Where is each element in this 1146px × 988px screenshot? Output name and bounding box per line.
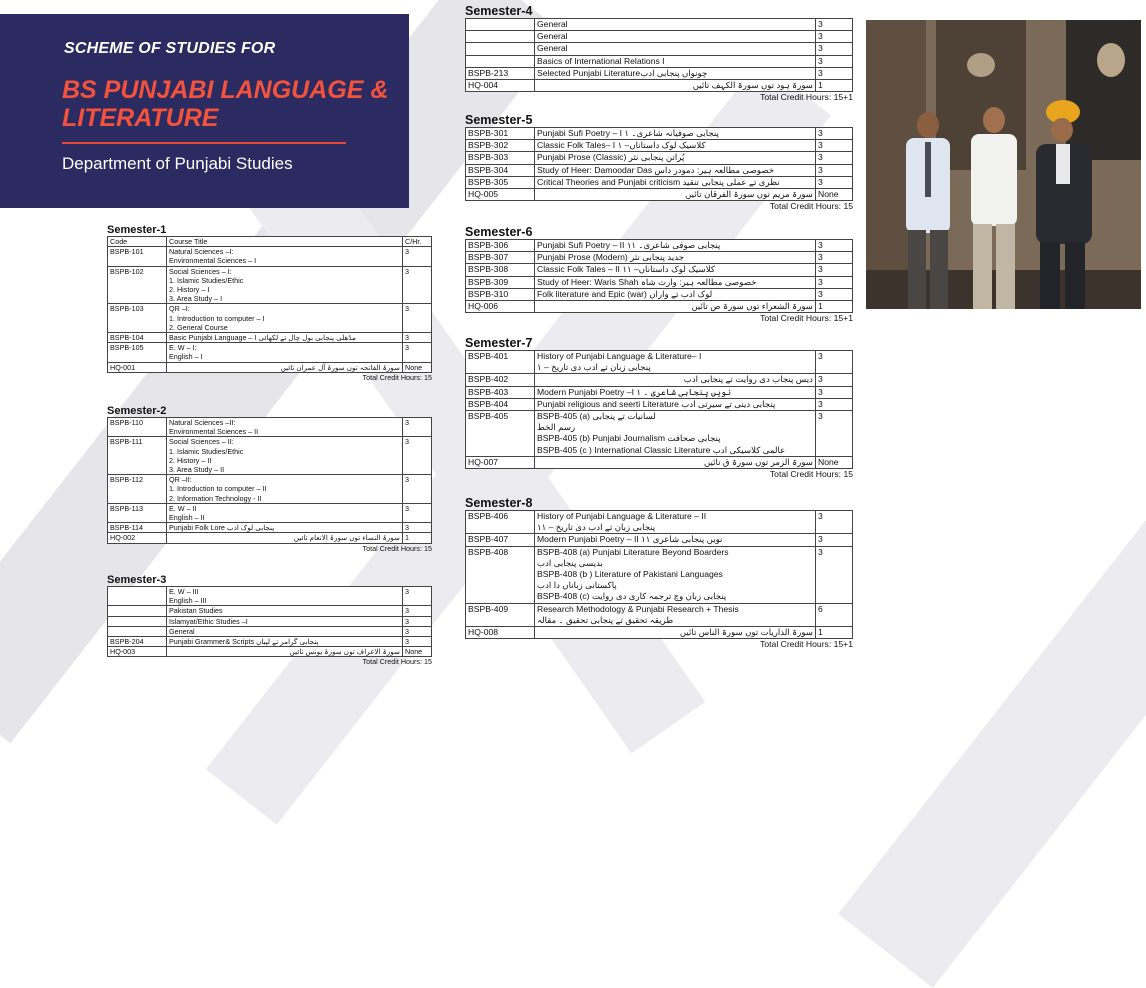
course-code: BSPB-101 [108, 247, 167, 266]
course-code: BSPB-305 [466, 176, 535, 188]
course-title: دیس پنجاب دی روایت تے پنجابی ادب [535, 374, 816, 386]
course-credits: 3 [816, 152, 853, 164]
course-title: Classic Folk Tales– I کلاسیک لوک داستاناں– ۱ [535, 140, 816, 152]
table-row [466, 386, 853, 398]
course-credits: 3 [816, 386, 853, 398]
table-row [108, 523, 432, 533]
table-row [466, 140, 853, 152]
table-row [466, 176, 853, 188]
course-table [465, 18, 853, 92]
table-row [466, 351, 853, 374]
table-row [466, 252, 853, 264]
table-row [466, 164, 853, 176]
course-code: BSPB-104 [108, 333, 167, 343]
table-row [108, 418, 432, 437]
table-row [466, 55, 853, 67]
course-code: BSPB-407 [466, 534, 535, 546]
course-code: HQ-006 [466, 301, 535, 313]
table-row [108, 333, 432, 343]
table-row [108, 304, 432, 333]
course-code: BSPB-309 [466, 276, 535, 288]
semester-title: Semester-5 [465, 113, 533, 127]
course-credits: 3 [403, 523, 432, 533]
course-table [465, 350, 853, 469]
course-credits: 3 [816, 264, 853, 276]
course-title: Selected Punjabi Literatureچونواں پنجابی ادب [535, 67, 816, 79]
course-title: BSPB-405 (a) لسانیات تے پنجابی رسم الخط BSPB-405 (b) Punjabi Journalism پنجابی صحافت BSPB-405 (c ) International Classic Literature عالمی کلاسیکی ادب [535, 411, 816, 457]
course-code: BSPB-406 [466, 511, 535, 534]
course-code: BSPB-306 [466, 240, 535, 252]
course-code: BSPB-110 [108, 418, 167, 437]
course-code: BSPB-302 [466, 140, 535, 152]
table-row [108, 343, 432, 362]
course-title: سورۃ ہود توں سورۃ الکہف تائیں [535, 80, 816, 92]
course-credits: 3 [816, 534, 853, 546]
course-code: BSPB-408 [466, 546, 535, 603]
table-row [466, 374, 853, 386]
course-code: BSPB-204 [108, 637, 167, 647]
course-title: Natural Sciences –I: Environmental Sciences – I [167, 247, 403, 266]
course-title: Basic Punjabi Language – I مڈھلی پنجابی بول چال تے لکھائی [167, 333, 403, 343]
table-row [466, 152, 853, 164]
table-row [466, 189, 853, 201]
course-title: History of Punjabi Language & Literature – II پنجابی زبان تے ادب دی تاریخ – ۱۱ [535, 511, 816, 534]
course-code [466, 55, 535, 67]
course-code: BSPB-114 [108, 523, 167, 533]
total-credit-hours: Total Credit Hours: 15 [362, 372, 432, 382]
banner-department: Department of Punjabi Studies [62, 154, 293, 173]
course-table [107, 236, 432, 373]
course-title: Punjabi Prose (Classic) پُراتن پنجابی نثر [535, 152, 816, 164]
table-row [108, 616, 432, 626]
course-credits: None [816, 456, 853, 468]
course-title: Punjabi Sufi Poetry – I پنجابی صوفیانہ شاعری۔ ۱ [535, 128, 816, 140]
course-code: BSPB-301 [466, 128, 535, 140]
course-code: BSPB-303 [466, 152, 535, 164]
course-title: Islamyat/Ethic Studies –I [167, 616, 403, 626]
course-credits: 3 [816, 252, 853, 264]
table-row [108, 647, 432, 657]
table-row [466, 546, 853, 603]
course-title: سورۃ مریم توں سورۃ الفرقان تائیں [535, 189, 816, 201]
course-credits: 3 [403, 626, 432, 636]
course-credits: 3 [403, 616, 432, 626]
course-code: BSPB-404 [466, 398, 535, 410]
banner-title: BS PUNJABI LANGUAGE & LITERATURE [62, 76, 389, 132]
course-table [465, 127, 853, 201]
course-credits: 3 [403, 475, 432, 504]
table-header-row [108, 237, 432, 247]
course-code: BSPB-307 [466, 252, 535, 264]
table-row [108, 533, 432, 543]
header-course-title: Course Title [167, 237, 403, 247]
course-code [466, 43, 535, 55]
course-credits: 3 [403, 503, 432, 522]
semester-title: Semester-3 [107, 574, 167, 586]
course-credits: 3 [403, 637, 432, 647]
course-credits: 3 [403, 266, 432, 304]
course-title: Critical Theories and Punjabi criticism نظری تے عملی پنجابی تنقید [535, 176, 816, 188]
course-code: BSPB-304 [466, 164, 535, 176]
course-title: Study of Heer: Damoodar Das خصوصی مطالعہ ہیر: دمودر داس [535, 164, 816, 176]
course-title: Basics of International Relations I [535, 55, 816, 67]
table-row [466, 264, 853, 276]
table-row [466, 534, 853, 546]
table-row [108, 637, 432, 647]
table-row [466, 301, 853, 313]
background-stripe [838, 520, 1146, 988]
course-code [108, 587, 167, 606]
course-credits: 1 [403, 533, 432, 543]
course-title: Punjabi Folk Lore پنجابی لوک ادب [167, 523, 403, 533]
course-credits: 3 [816, 128, 853, 140]
semester-7-section [465, 336, 853, 480]
course-code: BSPB-409 [466, 603, 535, 626]
course-credits: 1 [816, 627, 853, 639]
table-row [108, 626, 432, 636]
table-row [466, 603, 853, 626]
course-credits: 3 [816, 276, 853, 288]
semester-title: Semester-6 [465, 225, 533, 239]
course-code: BSPB-308 [466, 264, 535, 276]
table-row [466, 398, 853, 410]
group-photo [866, 20, 1141, 309]
course-title: QR –II: 1. Introduction to computer – II 2. Information Technology - II [167, 475, 403, 504]
table-row [466, 43, 853, 55]
course-title: Punjabi Sufi Poetry – II پنجابی صوفی شاعری۔ ۱۱ [535, 240, 816, 252]
course-credits: 3 [403, 437, 432, 475]
semester-title: Semester-8 [465, 496, 533, 510]
table-row [108, 503, 432, 522]
course-credits: 3 [816, 176, 853, 188]
table-row [466, 240, 853, 252]
course-code: BSPB-402 [466, 374, 535, 386]
course-code: HQ-001 [108, 362, 167, 372]
semester-title: Semester-1 [107, 224, 167, 236]
table-row [466, 411, 853, 457]
total-credit-hours: Total Credit Hours: 15+1 [760, 639, 853, 650]
course-title: Social Sciences – I: 1. Islamic Studies/Ethic 2. History – I 3. Area Study – I [167, 266, 403, 304]
course-credits: 3 [403, 587, 432, 606]
course-title: Punjabi Grammer& Scripts پنجابی گرامر تے لپیاں [167, 637, 403, 647]
total-credit-hours: Total Credit Hours: 15 [362, 657, 432, 667]
course-title: E. W – II English – II [167, 503, 403, 522]
total-credit-hours: Total Credit Hours: 15+1 [760, 92, 853, 103]
course-code: BSPB-103 [108, 304, 167, 333]
total-credit-hours: Total Credit Hours: 15 [362, 543, 432, 553]
total-credit-hours: Total Credit Hours: 15 [769, 201, 853, 212]
course-credits: 1 [816, 301, 853, 313]
course-title: سورۃ الشعراء توں سورۃ ص تائیں [535, 301, 816, 313]
course-title: سورۃ الزمر توں سورۃ ق تائیں [535, 456, 816, 468]
table-row [108, 475, 432, 504]
table-row [108, 362, 432, 372]
semester-5-section [465, 113, 853, 212]
course-title: Modern Punjabi Poetry – II نویں پنجابی شاعری ۱۱ [535, 534, 816, 546]
course-credits: 3 [403, 418, 432, 437]
course-title: General [535, 19, 816, 31]
course-code: HQ-008 [466, 627, 535, 639]
semester-8-section [465, 496, 853, 650]
course-title: سورۃ الذاریات توں سورۃ الناس تائیں [535, 627, 816, 639]
course-title: Folk literature and Epic (war) لوک ادب تے واراں [535, 288, 816, 300]
course-title: QR –I: 1. Introduction to computer – I 2. General Course [167, 304, 403, 333]
course-code: BSPB-310 [466, 288, 535, 300]
table-row [466, 19, 853, 31]
course-table [465, 239, 853, 313]
table-row [466, 276, 853, 288]
semester-title: Semester-4 [465, 4, 533, 18]
banner-divider [62, 142, 346, 144]
course-title: E. W – I: English – I [167, 343, 403, 362]
course-credits: 3 [816, 288, 853, 300]
course-code: HQ-004 [466, 80, 535, 92]
table-row [466, 31, 853, 43]
course-code: HQ-005 [466, 189, 535, 201]
header-credit-hours: C/Hr. [403, 237, 432, 247]
table-row [108, 247, 432, 266]
course-title: General [535, 43, 816, 55]
course-title: General [535, 31, 816, 43]
course-credits: 3 [816, 411, 853, 457]
course-credits: 3 [816, 31, 853, 43]
course-title: History of Punjabi Language & Literature– I پنجابی زبان تے ادب دی تاریخ – ۱ [535, 351, 816, 374]
course-table [107, 417, 432, 544]
title-banner [0, 14, 409, 208]
course-code [466, 19, 535, 31]
course-code: BSPB-112 [108, 475, 167, 504]
course-code: BSPB-113 [108, 503, 167, 522]
course-title: سورۃ الفاتحہ توں سورۃ آل عمران تائیں [167, 362, 403, 372]
course-credits: 3 [816, 398, 853, 410]
banner-kicker: SCHEME OF STUDIES FOR [64, 40, 276, 57]
total-credit-hours: Total Credit Hours: 15+1 [760, 313, 853, 324]
course-title: Modern Punjabi Poetry –I نویں پنجابی شاعری ۔ ۱ [535, 386, 816, 398]
course-credits: 3 [816, 55, 853, 67]
course-credits: None [816, 189, 853, 201]
course-title: BSPB-408 (a) Punjabi Literature Beyond Boarders بدیسی پنجابی ادب BSPB-408 (b ) Literature of Pakistani Languages پاکستانی زباناں دا ادب BSPB-408 (c) پنجابی زبان وچ ترجمہ کاری دی روایت [535, 546, 816, 603]
table-row [108, 587, 432, 606]
course-code: HQ-003 [108, 647, 167, 657]
table-row [466, 67, 853, 79]
course-code: BSPB-102 [108, 266, 167, 304]
course-title: Study of Heer: Waris Shah خصوصی مطالعہ ہیر: وارث شاہ [535, 276, 816, 288]
header-code: Code [108, 237, 167, 247]
total-credit-hours: Total Credit Hours: 15 [769, 469, 853, 480]
course-credits: 3 [403, 304, 432, 333]
semester-title: Semester-2 [107, 405, 167, 417]
table-row [108, 437, 432, 475]
semester-2-section [107, 405, 432, 553]
course-title: سورۃ الاعراف توں سورۃ یونس تائیں [167, 647, 403, 657]
course-code: HQ-002 [108, 533, 167, 543]
course-credits: 6 [816, 603, 853, 626]
course-credits: 3 [816, 351, 853, 374]
table-row [466, 80, 853, 92]
table-row [466, 511, 853, 534]
course-credits: 3 [816, 511, 853, 534]
semester-title: Semester-7 [465, 336, 533, 350]
course-code: BSPB-111 [108, 437, 167, 475]
course-title: Pakistan Studies [167, 606, 403, 616]
course-code [108, 616, 167, 626]
course-credits: None [403, 647, 432, 657]
table-row [108, 266, 432, 304]
course-table [465, 510, 853, 639]
course-title: General [167, 626, 403, 636]
course-credits: 3 [816, 374, 853, 386]
course-code: HQ-007 [466, 456, 535, 468]
course-credits: 3 [816, 43, 853, 55]
course-code: BSPB-401 [466, 351, 535, 374]
course-title: Classic Folk Tales – II کلاسیک لوک داستاناں– ۱۱ [535, 264, 816, 276]
semester-3-section [107, 574, 432, 666]
course-code: BSPB-405 [466, 411, 535, 457]
course-credits: None [403, 362, 432, 372]
course-title: Social Sciences – II: 1. Islamic Studies/Ethic 2. History – II 3. Area Study – II [167, 437, 403, 475]
course-title: Natural Sciences –II: Environmental Sciences – II [167, 418, 403, 437]
course-credits: 3 [816, 140, 853, 152]
course-title: Research Methodology & Punjabi Research + Thesis طریقہ تحقیق تے پنجابی تحقیق ۔ مقالہ [535, 603, 816, 626]
course-credits: 3 [816, 240, 853, 252]
course-title: Punjabi Prose (Modern) جدید پنجابی نثر [535, 252, 816, 264]
course-credits: 3 [403, 333, 432, 343]
course-credits: 3 [403, 606, 432, 616]
course-table [107, 586, 432, 657]
course-credits: 3 [816, 164, 853, 176]
course-credits: 3 [816, 67, 853, 79]
course-credits: 1 [816, 80, 853, 92]
table-row [466, 456, 853, 468]
course-title: E. W – III English – III [167, 587, 403, 606]
course-code: BSPB-403 [466, 386, 535, 398]
semester-1-section [107, 224, 432, 382]
course-code: BSPB-105 [108, 343, 167, 362]
group-photo-illustration [866, 20, 1141, 309]
course-code: BSPB-213 [466, 67, 535, 79]
table-row [108, 606, 432, 616]
semester-6-section [465, 225, 853, 324]
course-credits: 3 [403, 343, 432, 362]
table-row [466, 288, 853, 300]
table-row [466, 627, 853, 639]
course-code [108, 606, 167, 616]
course-credits: 3 [403, 247, 432, 266]
table-row [466, 128, 853, 140]
course-credits: 3 [816, 19, 853, 31]
course-credits: 3 [816, 546, 853, 603]
course-code [466, 31, 535, 43]
course-title: سورۃ النساء توں سورۃ الانعام تائیں [167, 533, 403, 543]
semester-4-section [465, 4, 853, 103]
course-code [108, 626, 167, 636]
course-title: Punjabi religious and seerti Literature پنجابی دینی تے سیرتی ادب [535, 398, 816, 410]
